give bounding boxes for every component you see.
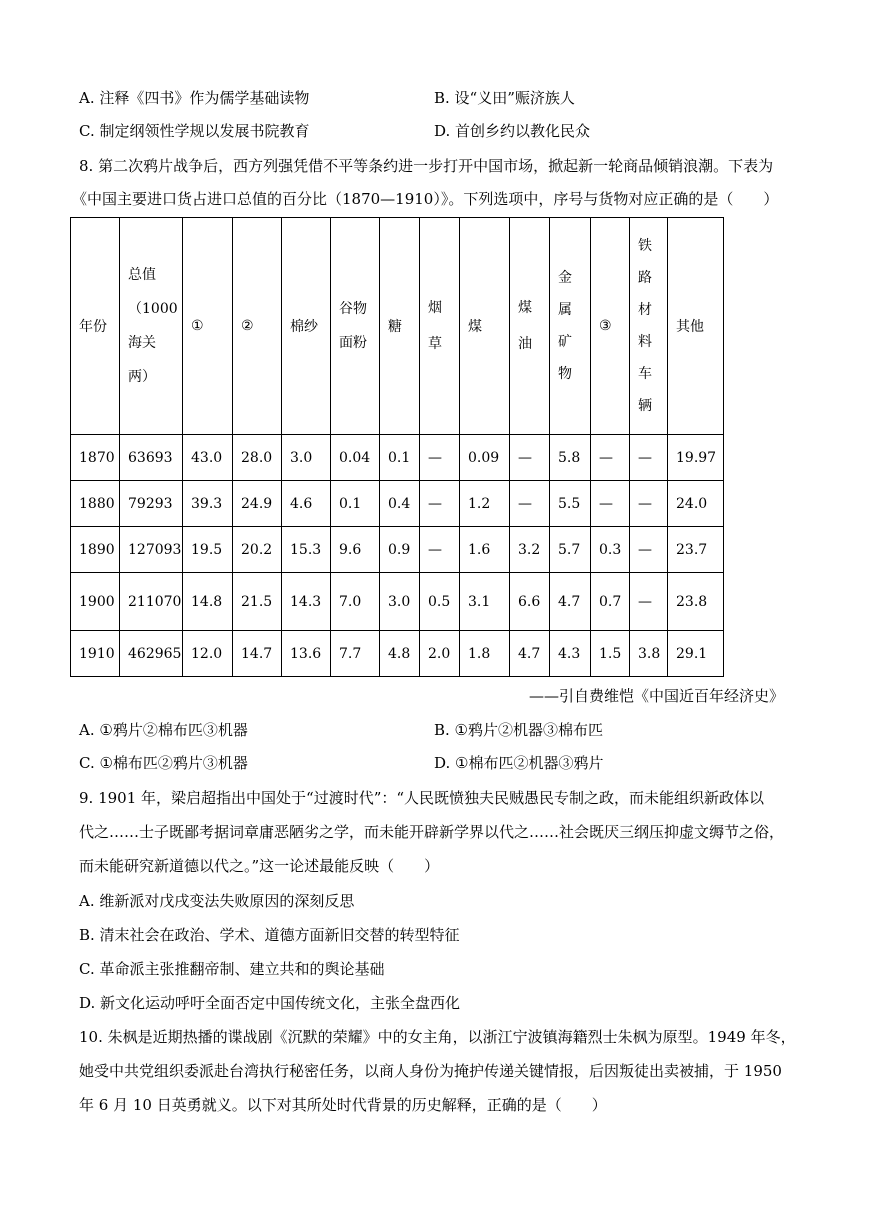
table-row: [71, 573, 724, 631]
header-metal-ore: 金属矿物: [550, 218, 591, 435]
cell: 3.0: [380, 573, 420, 631]
header-sugar: 糖: [380, 218, 420, 435]
cell: —: [420, 527, 460, 573]
header-year: 年份: [71, 218, 120, 435]
cell: 14.3: [282, 573, 331, 631]
header-total: 总值（1000海关两）: [120, 218, 183, 435]
table-row: [71, 527, 724, 573]
cell: 1.8: [460, 631, 510, 677]
header-tobacco: 烟草: [420, 218, 460, 435]
cell: 15.3: [282, 527, 331, 573]
cell: 12.0: [183, 631, 233, 677]
q7-option-a: A. 注释《四书》作为儒学基础读物: [79, 89, 310, 107]
cell: 79293: [120, 481, 183, 527]
cell: 2.0: [420, 631, 460, 677]
cell: 43.0: [183, 435, 233, 481]
cell: 13.6: [282, 631, 331, 677]
cell: 0.5: [420, 573, 460, 631]
cell: —: [591, 435, 630, 481]
cell: 7.0: [331, 573, 380, 631]
cell: 1.5: [591, 631, 630, 677]
table-row: [71, 481, 724, 527]
cell: 63693: [120, 435, 183, 481]
cell: 5.7: [550, 527, 591, 573]
q10-stem-line2: 她受中共党组织委派赴台湾执行秘密任务，以商人身份为掩护传递关键情报，后因叛徒出卖被捕，于 1950: [79, 1062, 782, 1080]
header-item-1: ①: [183, 218, 233, 435]
cell: 28.0: [233, 435, 282, 481]
q10-stem-line3: 年 6 月 10 日英勇就义。以下对其所处时代背景的历史解释，正确的是（ ）: [79, 1096, 607, 1114]
q7-option-c: C. 制定纲领性学规以发展书院教育: [79, 122, 310, 140]
cell: 23.8: [668, 573, 724, 631]
cell: —: [630, 527, 668, 573]
q9-stem-line1: 9. 1901 年，梁启超指出中国处于“过渡时代”：“人民既愤独夫民贼愚民专制之政，而未能组织新政体以: [79, 789, 765, 807]
q8-option-b: B. ①鸦片②机器③棉布匹: [434, 721, 604, 739]
table-row: [71, 631, 724, 677]
cell: 4.6: [282, 481, 331, 527]
cell: 1870: [71, 435, 120, 481]
cell: 127093: [120, 527, 183, 573]
q9-option-d: D. 新文化运动呼吁全面否定中国传统文化，主张全盘西化: [79, 994, 461, 1012]
q9-option-b: B. 清末社会在政治、学术、道德方面新旧交替的转型特征: [79, 926, 460, 944]
cell: 5.8: [550, 435, 591, 481]
cell: 24.0: [668, 481, 724, 527]
cell: 39.3: [183, 481, 233, 527]
cell: 7.7: [331, 631, 380, 677]
q9-stem-line2: 代之……士子既鄙考据词章庸恶陋劣之学，而未能开辟新学界以代之……社会既厌三纲压抑虚文缛节之俗，: [79, 823, 785, 841]
cell: 4.8: [380, 631, 420, 677]
cell: 9.6: [331, 527, 380, 573]
cell: —: [510, 435, 550, 481]
header-coal: 煤: [460, 218, 510, 435]
cell: 21.5: [233, 573, 282, 631]
cell: 4.7: [510, 631, 550, 677]
header-cotton-yarn: 棉纱: [282, 218, 331, 435]
cell: 20.2: [233, 527, 282, 573]
cell: 3.8: [630, 631, 668, 677]
cell: 3.0: [282, 435, 331, 481]
cell: —: [630, 573, 668, 631]
cell: 6.6: [510, 573, 550, 631]
cell: 19.5: [183, 527, 233, 573]
cell: 1890: [71, 527, 120, 573]
cell: —: [420, 481, 460, 527]
cell: 4.3: [550, 631, 591, 677]
q8-option-d: D. ①棉布匹②机器③鸦片: [434, 754, 604, 772]
cell: 1900: [71, 573, 120, 631]
cell: 14.7: [233, 631, 282, 677]
header-railway: 铁路材料车辆: [630, 218, 668, 435]
import-share-table: [70, 217, 724, 677]
cell: —: [510, 481, 550, 527]
cell: —: [591, 481, 630, 527]
q7-option-b: B. 设“义田”赈济族人: [434, 89, 575, 107]
cell: 1.2: [460, 481, 510, 527]
cell: —: [630, 435, 668, 481]
table-row: [71, 435, 724, 481]
q8-option-a: A. ①鸦片②棉布匹③机器: [79, 721, 248, 739]
cell: 19.97: [668, 435, 724, 481]
cell: 1910: [71, 631, 120, 677]
q8-stem-line1: 8. 第二次鸦片战争后，西方列强凭借不平等条约进一步打开中国市场，掀起新一轮商品倾销浪潮。下表为: [79, 157, 774, 175]
q8-stem-line2: 《中国主要进口货占进口总值的百分比（1870—1910）》。下列选项中，序号与货物对应正确的是（ ）: [72, 190, 779, 208]
cell: 23.7: [668, 527, 724, 573]
cell: 0.1: [331, 481, 380, 527]
cell: 29.1: [668, 631, 724, 677]
cell: 0.4: [380, 481, 420, 527]
header-kerosene: 煤油: [510, 218, 550, 435]
q8-option-c: C. ①棉布匹②鸦片③机器: [79, 754, 248, 772]
cell: 0.04: [331, 435, 380, 481]
cell: 0.1: [380, 435, 420, 481]
table-source: ——引自费维恺《中国近百年经济史》: [528, 687, 784, 705]
header-other: 其他: [668, 218, 724, 435]
header-item-2: ②: [233, 218, 282, 435]
q9-stem-line3: 而未能研究新道德以代之。”这一论述最能反映（ ）: [79, 857, 440, 875]
cell: 0.09: [460, 435, 510, 481]
cell: 0.3: [591, 527, 630, 573]
cell: 1880: [71, 481, 120, 527]
cell: —: [630, 481, 668, 527]
header-grain-flour: 谷物面粉: [331, 218, 380, 435]
cell: 4.7: [550, 573, 591, 631]
cell: —: [420, 435, 460, 481]
table-header-row: [71, 218, 724, 435]
cell: 0.7: [591, 573, 630, 631]
q9-option-a: A. 维新派对戊戌变法失败原因的深刻反思: [79, 892, 355, 910]
q7-option-d: D. 首创乡约以教化民众: [434, 122, 591, 140]
cell: 3.1: [460, 573, 510, 631]
cell: 24.9: [233, 481, 282, 527]
cell: 5.5: [550, 481, 591, 527]
cell: 0.9: [380, 527, 420, 573]
header-item-3: ③: [591, 218, 630, 435]
cell: 3.2: [510, 527, 550, 573]
cell: 1.6: [460, 527, 510, 573]
cell: 14.8: [183, 573, 233, 631]
cell: 462965: [120, 631, 183, 677]
q10-stem-line1: 10. 朱枫是近期热播的谍战剧《沉默的荣耀》中的女主角，以浙江宁波镇海籍烈士朱枫为原型。1949 年冬，: [79, 1028, 796, 1046]
cell: 211070: [120, 573, 183, 631]
q9-option-c: C. 革命派主张推翻帝制、建立共和的舆论基础: [79, 960, 385, 978]
